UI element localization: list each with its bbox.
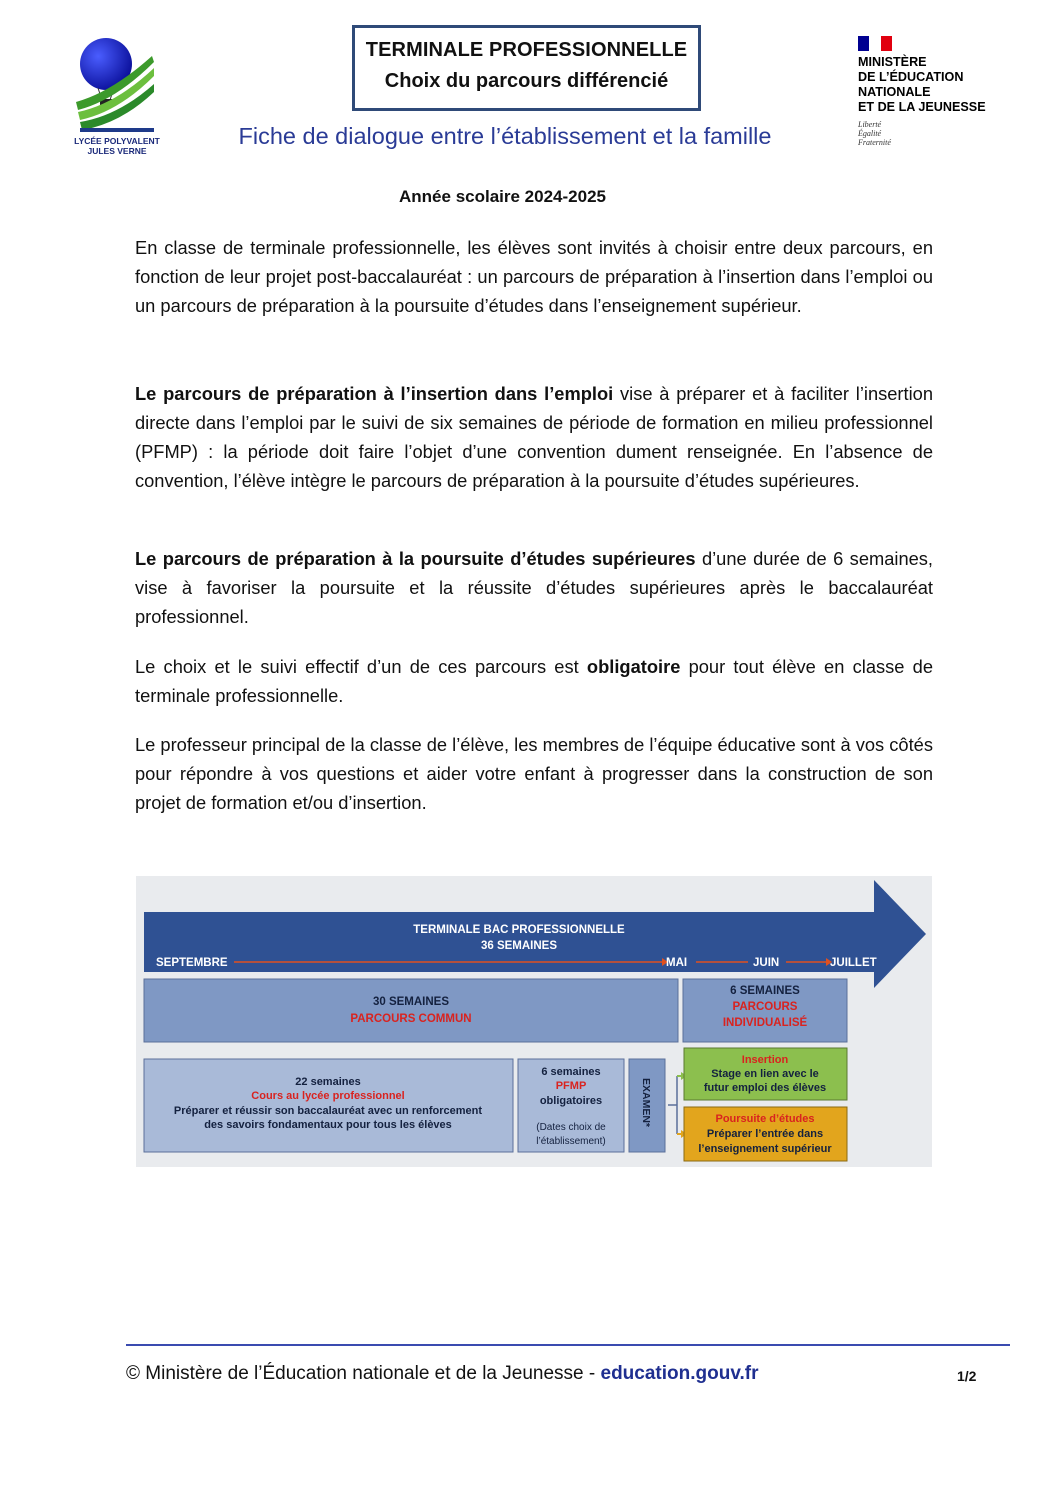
school-name-line1: LYCÉE POLYVALENT	[74, 136, 160, 146]
arrow-title: TERMINALE BAC PROFESSIONNELLE	[413, 924, 625, 936]
month-mai: MAI	[666, 957, 688, 969]
examen-label: EXAMEN*	[640, 1078, 652, 1128]
ministry-name: MINISTÈRE DE L’ÉDUCATION NATIONALE ET DE LA JEUNESSE	[858, 55, 986, 114]
cours-desc-1: Préparer et réussir son baccalauréat avec un renforcement	[173, 1105, 483, 1117]
title-box	[352, 25, 701, 111]
paragraph-insertion: Le parcours de préparation à l’insertion dans l’emploi vise à préparer et à faciliter l’insertion directe dans l’emploi par le suivi de six semaines de période de formation en milieu professionnel (PFMP) : la période doit faire l’objet d’une convention dument renseignée. En l’absence de convention, l’élève intègre le parcours de préparation à la poursuite d’études supérieures.	[135, 383, 933, 491]
common-weeks: 30 SEMAINES	[372, 996, 450, 1008]
document-subtitle-box: Choix du parcours différencié	[384, 70, 669, 92]
pfmp-weeks: 6 semaines	[541, 1066, 601, 1078]
school-name-line2: JULES VERNE	[87, 146, 147, 156]
french-flag-icon	[858, 36, 892, 51]
insertion-desc-2: futur emploi des élèves	[703, 1082, 827, 1094]
balloon-icon	[72, 36, 162, 136]
ministry-logo	[858, 36, 1028, 147]
pfmp-title-2: obligatoires	[539, 1095, 603, 1107]
obligatoire-emphasis: obligatoire	[586, 656, 681, 677]
month-juillet: JUILLET	[830, 957, 877, 969]
cours-title: Cours au lycée professionnel	[251, 1090, 405, 1102]
arrow-subtitle: 36 SEMAINES	[480, 940, 558, 952]
pfmp-note-1: (Dates choix de	[536, 1122, 606, 1133]
poursuite-desc-2: l’enseignement supérieur	[698, 1143, 832, 1155]
paragraph-poursuite-lead: Le parcours de préparation à la poursuite d’études supérieures	[135, 548, 696, 569]
page-number: 1/2	[957, 1368, 977, 1384]
footer-link[interactable]: education.gouv.fr	[600, 1363, 759, 1384]
paragraph-insertion-lead: Le parcours de préparation à l’insertion dans l’emploi	[135, 383, 614, 404]
pfmp-note-2: l’établissement)	[536, 1136, 606, 1147]
indiv-weeks: 6 SEMAINES	[730, 985, 800, 997]
school-logo	[72, 36, 162, 160]
common-pathway-box	[144, 979, 678, 1042]
document-subtitle: Fiche de dialogue entre l’établissement et la famille	[238, 123, 772, 149]
poursuite-title: Poursuite d’études	[715, 1113, 815, 1125]
insertion-desc-1: Stage en lien avec le	[711, 1068, 819, 1080]
common-label: PARCOURS COMMUN	[350, 1013, 472, 1025]
footer-divider	[126, 1344, 1010, 1346]
paragraph-accompaniment: Le professeur principal de la classe de l’élève, les membres de l’équipe éducative sont à vos côtés pour répondre à vos questions et aider votre enfant à progresser dans la construction de son projet de formation et/ou d’insertion.	[135, 734, 933, 813]
cours-weeks: 22 semaines	[295, 1076, 361, 1088]
indiv-label-1: PARCOURS	[732, 1001, 798, 1013]
insertion-title: Insertion	[741, 1054, 789, 1066]
school-year: Année scolaire 2024-2025	[399, 187, 606, 206]
paragraph-obligatoire: Le choix et le suivi effectif d’un de ces parcours est obligatoire pour tout élève en classe de terminale professionnelle.	[135, 656, 933, 706]
pfmp-title-1: PFMP	[555, 1080, 587, 1092]
document-title: TERMINALE PROFESSIONNELLE	[365, 39, 688, 61]
paragraph-intro: En classe de terminale professionnelle, les élèves sont invités à choisir entre deux parcours, en fonction de leur projet post-baccalauréat : un parcours de préparation à l’insertion dans l’emploi ou un parcours de préparation à la poursuite d’études dans l’enseignement supérieur.	[135, 237, 933, 316]
ministry-motto: Liberté Égalité Fraternité	[858, 120, 891, 147]
indiv-label-2: INDIVIDUALISÉ	[722, 1017, 808, 1029]
footer-copyright: © Ministère de l’Éducation nationale et de la Jeunesse - education.gouv.fr	[126, 1363, 759, 1384]
poursuite-desc-1: Préparer l’entrée dans	[706, 1128, 824, 1140]
paragraph-poursuite: Le parcours de préparation à la poursuite d’études supérieures d’une durée de 6 semaines, vise à favoriser la poursuite et la réussite d’études supérieures après le baccalauréat professionnel.	[135, 548, 934, 627]
cours-desc-2: des savoirs fondamentaux pour tous les élèves	[204, 1119, 452, 1131]
month-septembre: SEPTEMBRE	[156, 957, 228, 969]
pathway-diagram	[136, 876, 932, 1167]
month-juin: JUIN	[753, 957, 780, 969]
